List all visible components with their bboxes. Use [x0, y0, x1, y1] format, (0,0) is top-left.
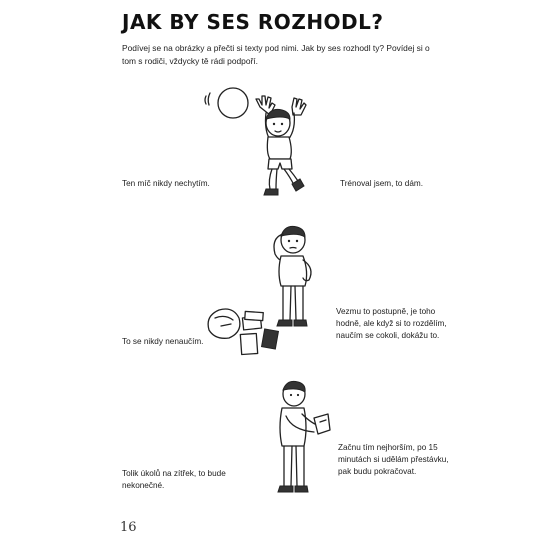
scene-1-negative-caption: Ten míč nikdy nechytím. [122, 179, 210, 188]
boy-reading-book-illustration [262, 378, 337, 503]
boy-catching-ball-illustration [200, 85, 330, 210]
scene-2-negative-caption: To se nikdy nenaučím. [122, 337, 204, 346]
scene-1-positive-caption: Trénoval jsem, to dám. [340, 179, 423, 188]
scene-3-negative-caption: Tolik úkolů na zítřek, to bude nekonečné. [122, 469, 226, 490]
page-title: JAK BY SES ROZHODL? [122, 10, 384, 34]
page-number: 16 [120, 520, 137, 535]
scene-3-positive-caption: Začnu tím nejhorším, po 15 minutách si udělám přestávku, pak budu pokračovat. [338, 443, 449, 476]
scene-2-positive-caption: Vezmu to postupně, je toho hodně, ale když si to rozdělím, naučím se cokoli, dokážu to. [336, 307, 447, 340]
intro-text: Podívej se na obrázky a přečti si texty pod nimi. Jak by ses rozhodl ty? Povídej si o tom s rodiči, vždycky tě rádi podpoří. [122, 43, 430, 66]
